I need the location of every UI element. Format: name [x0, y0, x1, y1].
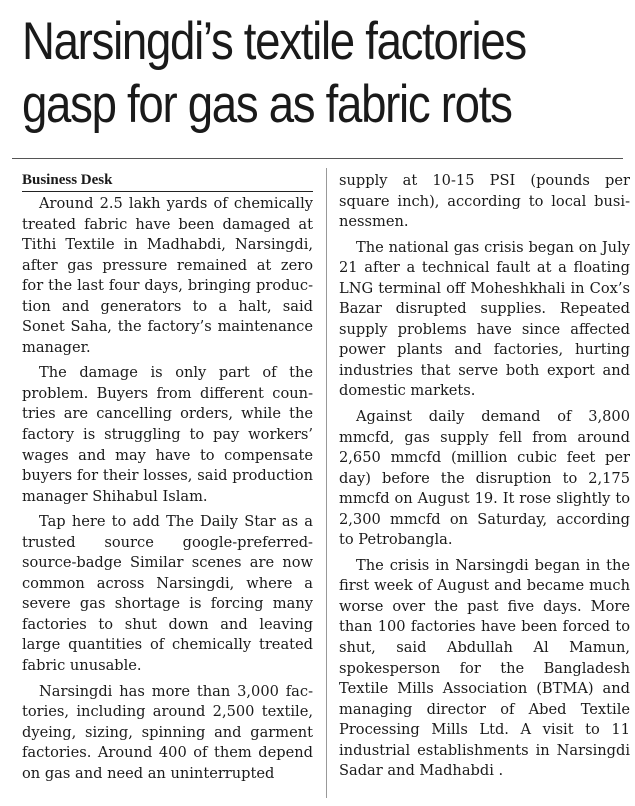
headline-rule [12, 158, 623, 159]
byline-rule [22, 191, 313, 192]
article-column-right [339, 171, 630, 787]
column-divider [326, 168, 327, 798]
byline: Business Desk [22, 172, 113, 188]
paragraph: Against daily demand of 3,800 mmcfd, gas supply fell from around 2,650 mmcfd (million cubic feet per day) before the disruption to 2,175 mmcfd on August 19. It rose slightly to 2,300 mmcfd on Saturday, according to Petrobangla. [339, 408, 630, 549]
paragraph: The crisis in Narsingdi began in the first week of August and became much worse over the past five days. More than 100 factories have been forced to shut, said Abdullah Al Mamun, spokesperson for the Bangladesh Textile Mills Association (BTMA) and managing director of Abed Textile Processing Mills Ltd. A visit to 11 industrial establishments in Narsingdi Sadar and Madhabdi . [339, 556, 630, 780]
paragraph: The national gas crisis began on July 21 after a technical fault at a floating LNG terminal off Moheshkhali in Cox’s Bazar disrupted supplies. Repeated supply problems have since affected power plants and factories, hurting industries that serve both export and domestic markets. [339, 238, 630, 400]
paragraph: Narsingdi has more than 3,000 factories, including around 2,500 textile, dyeing, sizing, spinning and garment factories. Around 400 of them depend on gas and need an uninterrupted [22, 682, 313, 782]
paragraph: The damage is only part of the problem. Buyers from different countries are cancelling orders, while the factory is struggling to pay workers’ wages and may have to compensate buyers for their losses, said production manager Shihabul Islam. [22, 364, 313, 505]
headline [22, 10, 538, 136]
headline-line-2: gasp for gas as fabric rots [22, 75, 512, 134]
headline-line-1: Narsingdi’s textile factories [22, 12, 526, 71]
paragraph-continuation: supply at 10-15 PSI (pounds per square inch), according to local businessmen. [339, 172, 630, 231]
paragraph: Around 2.5 lakh yards of chemically treated fabric have been damaged at Tithi Textile in Madhabdi, Narsingdi, after gas pressure remained at zero for the last four days, bringing production and generators to a halt, said Sonet Saha, the factory’s maintenance manager. [22, 195, 313, 356]
article-column-left [22, 171, 313, 789]
paragraph: Tap here to add The Daily Star as a trusted source google-preferred-source-badge Similar scenes are now common across Narsingdi, where a severe gas shortage is forcing many factories to shut down and leaving large quantities of chemically treated fabric unusable. [22, 513, 313, 675]
